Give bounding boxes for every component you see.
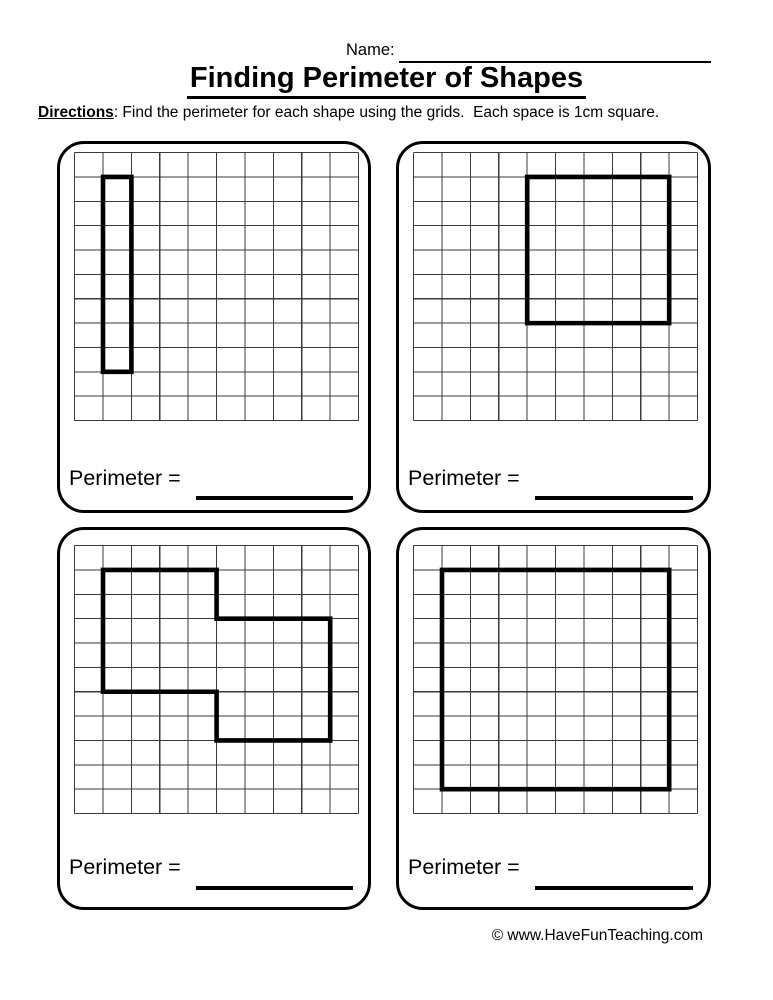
grid-2 bbox=[413, 152, 698, 421]
directions bbox=[38, 101, 694, 125]
grid-4 bbox=[413, 545, 698, 814]
perimeter-label-3: Perimeter = bbox=[69, 855, 181, 879]
problem-panel-1 bbox=[57, 141, 371, 513]
problem-panel-3 bbox=[57, 527, 371, 910]
grid-3 bbox=[74, 545, 359, 814]
grid-lines bbox=[414, 546, 698, 814]
directions-label: Directions bbox=[38, 104, 114, 121]
title-row bbox=[0, 62, 773, 99]
problem-panel-2 bbox=[396, 141, 711, 513]
perimeter-answer-blank-2[interactable] bbox=[535, 496, 693, 501]
perimeter-answer-blank-1[interactable] bbox=[196, 496, 353, 501]
grid-1 bbox=[74, 152, 359, 421]
grid-lines bbox=[75, 153, 359, 421]
name-label: Name: bbox=[346, 41, 395, 59]
perimeter-label-2: Perimeter = bbox=[408, 466, 520, 490]
directions-text: : Find the perimeter for each shape using the grids. Each space is 1cm square. bbox=[113, 104, 660, 121]
perimeter-answer-blank-4[interactable] bbox=[535, 886, 693, 891]
page-title: Finding Perimeter of Shapes bbox=[187, 62, 586, 99]
footer-credit: © www.HaveFunTeaching.com bbox=[491, 927, 703, 944]
grid-lines bbox=[414, 153, 698, 421]
perimeter-label-1: Perimeter = bbox=[69, 466, 181, 490]
perimeter-answer-blank-3[interactable] bbox=[196, 886, 353, 891]
problem-panel-4 bbox=[396, 527, 711, 910]
perimeter-label-4: Perimeter = bbox=[408, 855, 520, 879]
